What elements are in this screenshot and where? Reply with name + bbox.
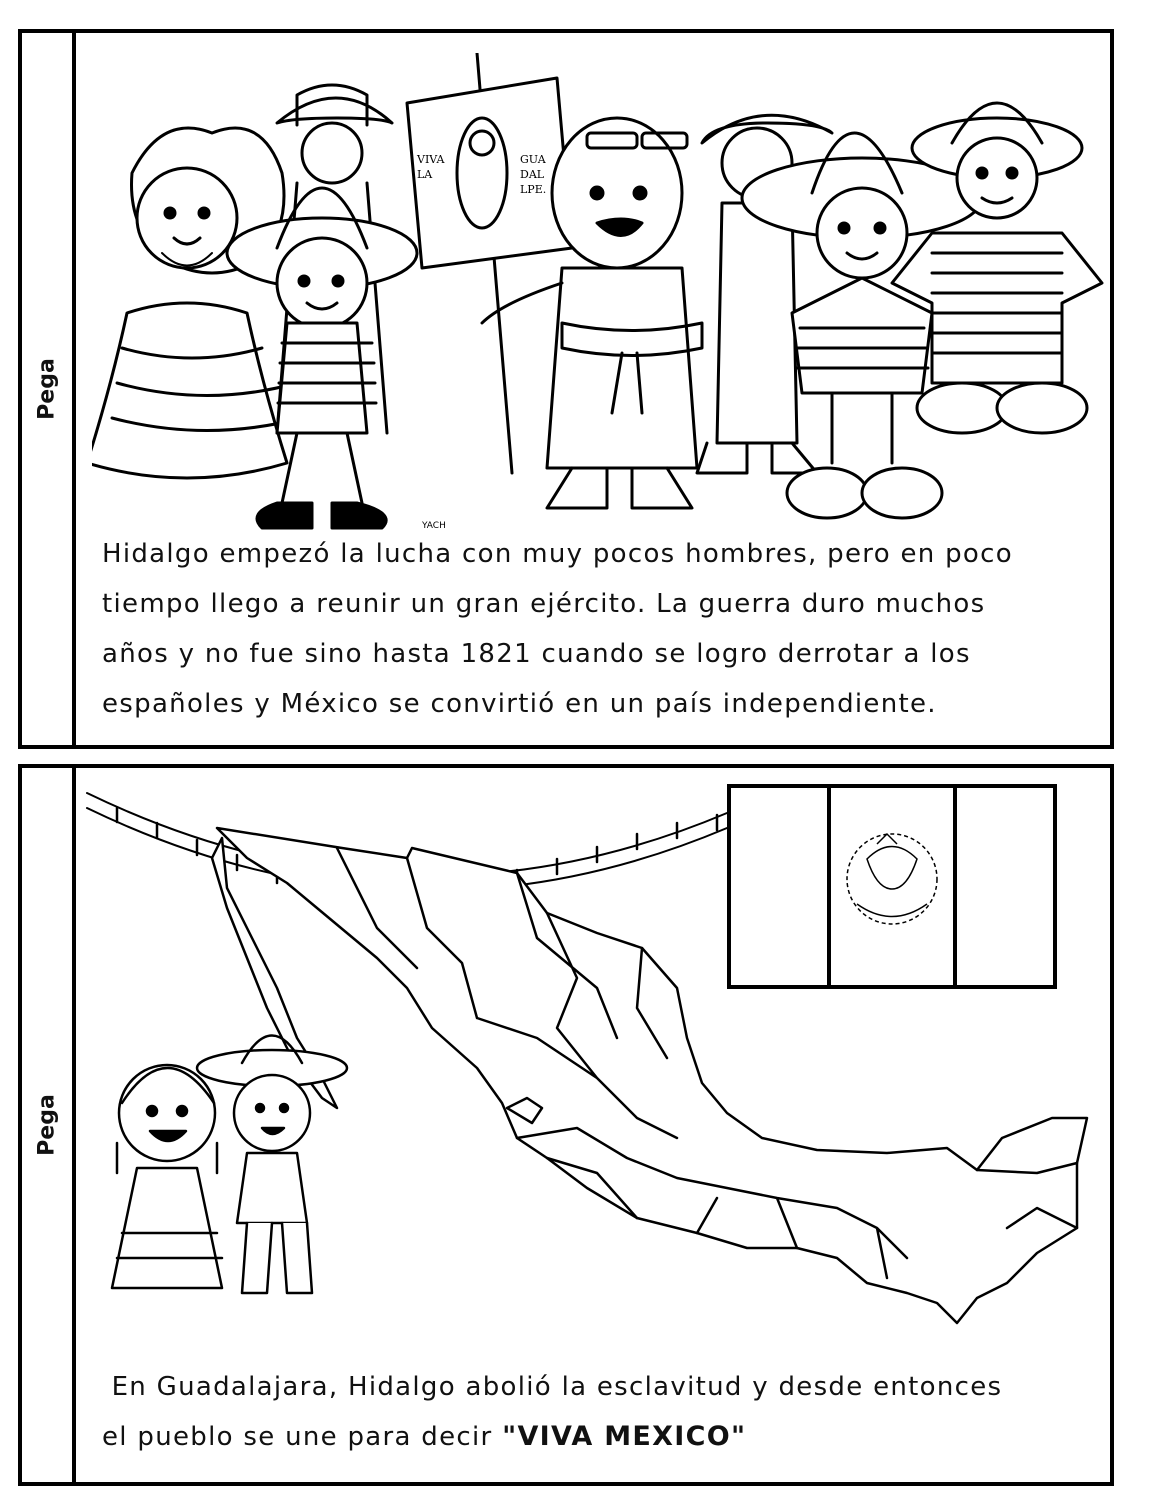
top-panel bbox=[18, 29, 1114, 749]
paragraph-line: tiempo llego a reunir un gran ejército. La guerra duro muchos bbox=[102, 589, 986, 619]
svg-text:DAL: DAL bbox=[520, 168, 545, 181]
line-prefix: el pueblo se une para decir bbox=[102, 1422, 503, 1452]
svg-text:GUA: GUA bbox=[520, 153, 546, 166]
children-illustration bbox=[92, 53, 1112, 533]
viva-mexico-quote: "VIVA MEXICO" bbox=[502, 1421, 747, 1452]
paragraph-line: años y no fue sino hasta 1821 cuando se logro derrotar a los bbox=[102, 639, 971, 669]
mexican-flag bbox=[727, 784, 1057, 989]
svg-text:LA: LA bbox=[417, 168, 433, 181]
glue-tab bbox=[22, 768, 76, 1482]
guadalupe-banner bbox=[407, 53, 572, 473]
svg-text:VIVA: VIVA bbox=[417, 153, 445, 166]
bottom-panel bbox=[18, 764, 1114, 1486]
girl-figure bbox=[92, 128, 302, 478]
kids-illustration bbox=[102, 1033, 352, 1313]
artist-signature: YACH bbox=[422, 521, 446, 531]
boy-sombrero-figure bbox=[197, 1036, 347, 1294]
top-paragraph bbox=[102, 529, 1013, 729]
paragraph-line: Hidalgo empezó la lucha con muy pocos hombres, pero en poco bbox=[102, 539, 1013, 569]
paragraph-line bbox=[102, 1412, 1002, 1462]
paragraph-line: españoles y México se convirtió en un país independiente. bbox=[102, 689, 937, 719]
glue-tab-label: Pega bbox=[34, 358, 60, 420]
glue-tab-label: Pega bbox=[34, 1094, 60, 1156]
glue-tab bbox=[22, 33, 76, 745]
svg-text:LPE.: LPE. bbox=[520, 183, 547, 196]
bottom-paragraph bbox=[102, 1362, 1002, 1462]
paragraph-line: En Guadalajara, Hidalgo abolió la esclavitud y desde entonces bbox=[102, 1372, 1003, 1402]
girl-figure bbox=[112, 1065, 222, 1288]
